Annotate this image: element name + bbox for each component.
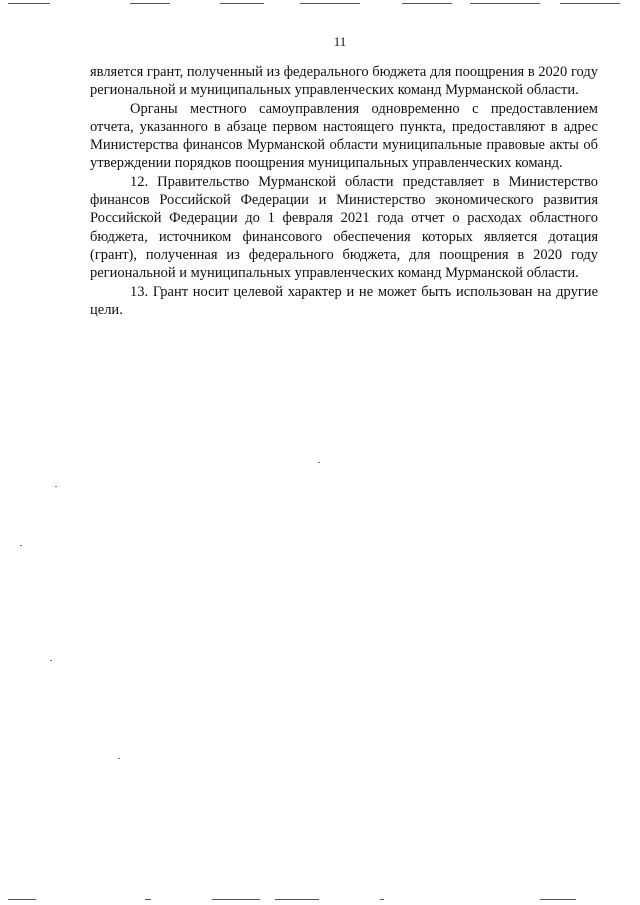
scan-speck — [318, 462, 320, 463]
scan-speck — [118, 758, 120, 759]
scan-edge-line — [8, 3, 50, 4]
scan-speck — [50, 660, 52, 661]
scan-edge-line — [145, 899, 151, 900]
page-number: 11 — [333, 34, 347, 49]
document-body — [90, 63, 598, 319]
scan-speck — [20, 545, 22, 546]
scan-edge-line — [380, 899, 384, 900]
scan-edge-line — [300, 3, 360, 4]
scan-edge-line — [130, 3, 170, 4]
paragraph-item-13: 13. Грант носит целевой характер и не может быть использован на другие цели. — [90, 283, 598, 318]
scan-edge-line — [540, 899, 576, 900]
scan-edge-line — [275, 899, 319, 900]
paragraph-local-authorities: Органы местного самоуправления одновременно с предоставлением отчета, указанного в абзаце первом настоящего пункта, предоставляют в адрес Министерства финансов Мурманской области муниципальные правовые акты об утверждении порядков поощрения муниципальных управленческих команд. — [90, 100, 598, 172]
scan-edge-line — [8, 899, 36, 900]
paragraph-continuation: является грант, полученный из федерального бюджета для поощрения в 2020 году региональной и муниципальных управленческих команд Мурманской области. — [90, 64, 598, 99]
paragraph-item-12: 12. Правительство Мурманской области представляет в Министерство финансов Российской Федерации и Министерство экономического развития Российской Федерации до 1 февраля 2021 года отчет о расходах областного бюджета, источником финансового обеспечения которых является дотация (грант), полученная из федерального бюджета, для поощрения в 2020 году региональной и муниципальных управленческих команд Мурманской области. — [90, 173, 598, 282]
scan-edge-line — [470, 3, 540, 4]
scan-edge-line — [212, 899, 260, 900]
scan-edge-line — [560, 3, 620, 4]
scan-edge-line — [402, 3, 452, 4]
scan-speck — [55, 486, 57, 487]
scan-edge-line — [220, 3, 264, 4]
